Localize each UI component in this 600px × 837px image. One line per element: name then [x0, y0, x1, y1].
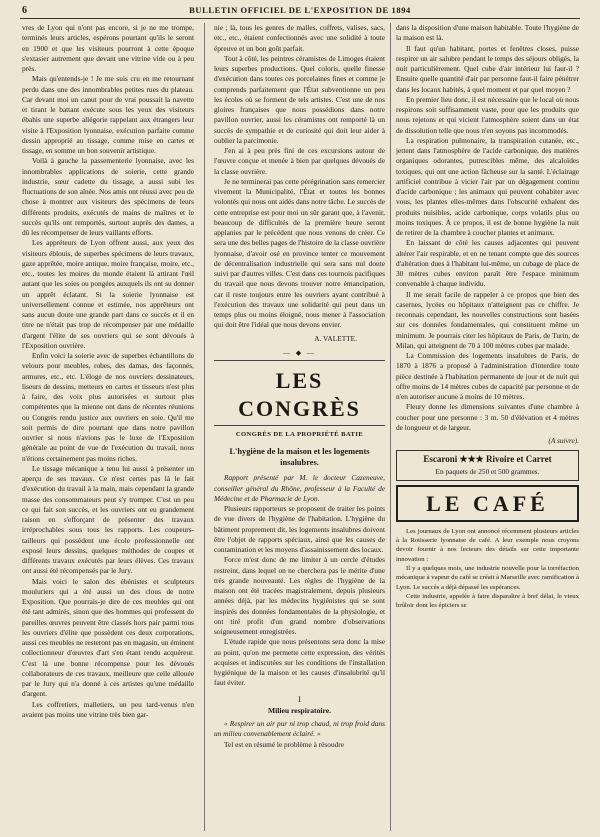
quote: « Respirer un air pur ni trop chaud, ni trop froid dans un milieu convenablement éclairé. » — [214, 719, 385, 739]
paragraph: J'en ai à peu près fini de ces excursions autour de l'œuvre conçue et menée à bien par quelques dévoués de la classe ouvrière. — [214, 146, 385, 176]
paragraph: dans la disposition d'une maison habitable. Toute l'hygiène de la maison est là. — [396, 23, 579, 43]
column-1 — [22, 23, 194, 835]
section-title: LES CONGRÈS — [238, 368, 361, 421]
page-number: 6 — [22, 5, 27, 16]
paragraph: nie ; là, tous les genres de malles, coffrets, valises, sacs, etc., etc., étaient confectionnés avec une solidité à toute épreuve et un bon goût parfait. — [214, 23, 385, 53]
article-title: L'hygiène de la maison et les logements insalubres. — [229, 447, 370, 468]
paragraph: Mais qu'entends-je ! Je me suis cru en me retournant perdu dans une des innombrables petites rues du plateau. Car devant moi un canut pour de vrai poussait la navette et tirant le battant exécute sous les yeux des visiteurs ébahis une superbe allégorie rappelant aux étrangers leur visite à l'Exposition lyonnaise, exécution parfaite comme dessin approprié au tissage, comme mise en cartes et tissage, en somme un bon souvenir artistique. — [22, 74, 194, 155]
paragraph: Il y a quelques mois, une industrie nouvelle pour la torréfaction mécanique à vapeur du café se créait à Marseille avec ramification à Lyon. Le succès a déjà dépassé les espérances. — [396, 564, 579, 591]
paragraph: Le tissage mécanique a tenu lui aussi à présenter un aperçu de ses travaux. Ce n'est certes pas là le fait d'exécution du travail à la main, mais cependant la grande masse des consommateurs peut s'y tromper. C'est un peu ce qui fait son succès, et les ouvriers ont eu grandement raison en s'efforçant de présenter des travaux irréprochables sous tous les rapports. Les coupeurs-tailleurs qui possèdent une école professionnelle ont exposé leurs dessins, quelques méthodes de coupes et différents travaux exécutés par leurs élèves. Ces travaux ont aussi été récompensés par le Jury. — [22, 463, 194, 576]
cafe-title: LE CAFÉ — [426, 490, 549, 516]
paragraph: En laissant de côté les causes adjacentes qui peuvent altérer l'air respirable, et en ne tenant compte que des sources d'altération dues à l'habitant lui-même, un cubage de place de 30 mètres cubes environ paraît être l'espace minimum convenable à chaque individu. — [396, 238, 579, 289]
section-rule — [214, 425, 385, 426]
paragraph: Il faut qu'un habitant, portes et fenêtres closes, puisse respirer un air salubre pendant le temps des séjours obligés, la nuit particulièrement. Quel cube d'air intérieur lui faut-il ? Ensuite quelle quantité d'air par personne faut-il faire pénétrer dans les locaux habités, à quel moment et par quel moyen ? — [396, 43, 579, 94]
paragraph: Enfin voici la soierie avec de superbes échantillons de velours pour meubles, robes, des damas, des façonnés, armures, etc., etc. L'éloge de nos ouvriers dessinateurs, liseurs de dessins, metteurs en cartes et tisseurs n'est plus à faire, des voix plus autorisées et surtout plus compétentes que la mienne ont dans de récentes réunions ou Congrès rendu justice aux ouvriers en soie. Qu'il me soit permis de dire pourtant que dans notre pavillon ouvrier si nous n'avions pas le luxe de l'Exposition générale au point de vue de l'exécution du travail, nous n'étions certainement pas moins riches. — [22, 351, 194, 463]
ornament-divider: — ◆ — — [283, 348, 316, 357]
advertisement — [396, 450, 579, 481]
subsection-title: Milieu respiratoire. — [268, 705, 331, 715]
column-separator — [390, 23, 391, 831]
running-title: BULLETIN OFFICIEL DE L'EXPOSITION DE 1894 — [189, 5, 411, 15]
column-3 — [396, 23, 579, 835]
paragraph: Les appréteurs de Lyon offrent aussi, aux yeux des visiteurs éblouis, de superbes spécimens de leurs travaux, gaze apprêtée, moire antique, moire française, moire, etc., etc., toutes les moires du monde étaient là attirant l'œil autant que les soies ou pongées auxquels ils ont su donner un apprêt éclatant. Si la soierie lyonnaise est universellement connue et estimée, nos apprêteurs ont sans aucun doute une grande part dans ce succès et il en titre ne n'était pas trop de récompenser par une médaille d'argent l'élite de ses ouvriers qui se sont dévoués à l'Exposition ouvrière. — [22, 238, 194, 350]
header-rule — [20, 18, 580, 19]
paragraph: Cette industrie, appelée à faire disparaître à bref délai, le vieux brûloir dont les épiciers se — [396, 592, 579, 610]
author-signature: A. VALETTE. — [314, 333, 357, 343]
paragraph: vres de Lyon qui n'ont pas encore, si je ne me trompe, terminés leurs articles, espérons pourtant qu'ils le seront en 1900 et que les visiteurs pourront à cette époque s'extasier autrement que devant une vitrine vide ou à peu près. — [22, 23, 194, 73]
subsection-number: I — [298, 694, 301, 704]
paragraph: Mais voici le salon des ébénistes et sculpteurs mouluriers qui a été aussi un des clous de notre Exposition. Que pourrais-je dire de ces meubles qui ont été tant admirés, sinon que des hommes qui professent de pareilles œuvres peuvent être classés hors pair parmi tous les ouvriers d'élite que possèdent ces deux corporations, aussi ces meubles ne resteront pas en magasin, un éminent collectionneur d'œuvres d'art s'en étant rendu acquéreur. C'est là une bonne récompense pour les dévoués collaborateurs de ces travaux, meilleure que celle allouée par le Jury qui n'a donné à ces artistes qu'une médaille d'argent. — [22, 576, 194, 699]
paragraph: Les coffretiers, malletiers, un peu tard-venus n'en avaient pas moins une vitrine très bien gar- — [22, 699, 194, 719]
paragraph: Je ne terminerai pas cette pérégrination sans remercier vivement la Municipalité, l'État et toutes les bonnes volontés qui nous ont aidés dans notre tâche. Le succès de cette entreprise est pour moi un sûr garant que, à l'avenir, beaucoup de difficultés de la première heure seront applanies par le précédent que nous venons de créer. Ce sera une des belles pages de l'histoire de la classe ouvrière lyonnaise, d'avoir osé en province tenter ce mouvement de décentralisation industrielle qui sera sans nul doute suivi par d'autres villes. C'est dans ces tournois pacifiques du travail que nous devons trouver notre émancipation, car il reste toujours entre les ouvriers ayant contribué à l'exécution des travaux une solidarité qui peut dans un temps plus ou moins éloigné, nous mener à l'association qui doit être l'idéal que nous devons envier. — [214, 176, 385, 330]
paragraph: Plusieurs rapporteurs se proposent de traiter les points de vue divers de l'hygiène de l'habitation. L'hygiène du bâtiment proprement dit, les logements insalubres doivent être l'objet de rapports spéciaux, ainsi que les causes de contamination et les moyens d'assainissement des locaux. — [214, 504, 385, 554]
ad-packaging: En paquets de 250 et 500 grammes. — [435, 466, 540, 476]
paragraph: La respiration pulmonaire, la transpiration cutanée, etc., jettent dans l'atmosphère de l'acide carbonique, des matières organiques odorantes, putrescibles même, des alcaloïdes toxiques, qui ont une action fâcheuse sur la santé. L'éclairage artificiel contribue à vicier l'air par un dégagement continu d'acide carbonique ; les animaux qui peuvent cohabiter avec vous, les plantes elles-mêmes dans l'obscurité exhalent des produits nuisibles, acide carbonique, corps volatils plus ou moins toxiques. À ce propos, il est de bonne hygiène la nuit de retirer de la chambre à coucher plantes et animaux. — [396, 135, 579, 237]
to-be-continued: (A suivre). — [548, 436, 579, 445]
paragraph: Force m'est donc de me limiter à un cercle d'études restreint, dans lequel on ne cherchera pas le mérite d'une très grande nouveauté. Les règles de l'hygiène de la maison ont été tracées magistralement, depuis plusieurs années déjà, par les médecins hygiénistes qui se sont inspirés des données fondamentales de la physiologie, et ont tiré profit d'un grand nombre d'observations soigneusement enregistrées. — [214, 555, 385, 636]
report-byline: Rapport présenté par M. le docteur Cazeneuve, conseiller général du Rhône, professeur à la Faculté de Médecine et de Pharmacie de Lyon. — [214, 473, 385, 503]
paragraph: Tout à côté, les peintres céramistes de Limoges étaient leurs superbes productions. Quel coloris, quelle finesse d'exécution dans toutes ces porcelaines fines et comme je comprends parfaitement que l'État subventionne un peu les écoles où se forment de tels artistes. C'est une de nos gloires françaises que nous possédions dans notre pavillon ouvrier, aussi les céramistes ont remporté là un succès de sympathie et de curiosité qui doit leur aider à oublier la parcimonie. — [214, 53, 385, 145]
paragraph: Fleury donne les dimensions suivantes d'une chambre à coucher pour une personne : 3 m. 50 d'élévation et 4 mètres de longueur et de largeur. — [396, 402, 579, 432]
paragraph: Les journaux de Lyon ont annoncé récemment plusieurs articles à la Rotisserie lyonnaise de café. A leur exemple nous croyons devoir fournir à nos lecteurs des détails sur cette importante innovation : — [396, 527, 579, 563]
paragraph: Tel est en résumé le problème à résoudre — [224, 739, 344, 749]
paragraph: En premier lieu donc, il est nécessaire que le local où nous respirons soit suffisamment vaste, pour que les produits que nous rejetons et qui vicient l'atmosphère soient dans un état de dissolution telle que nous n'en soyons pas incommodés. — [396, 94, 579, 135]
paragraph: Il me serait facile de rappeler à ce propos que bien des casernes, lycées ou hôpitaux n'atteignent pas ce chiffre. Je reconnais cependant, les nouvelles constructions sont basées sur ces données fondamentales, qui constituent même un minimum. Je pourrais citer les hôpitaux de Paris, de Turin, de Milan, qui atteignent de 70 à 100 mètres cubes par malade. — [396, 289, 579, 350]
section-rule — [214, 360, 385, 361]
paragraph: La Commission des logements insalubres de Paris, de 1870 à 1876 a proposé à l'administration d'interdire toute pièce destinée à l'habitation permanente de jour et de nuit qui offre moins de 14 mètres cubes de capacité par personne et de n'en autoriser aucune à moins de 10 mètres. — [396, 351, 579, 401]
column-2 — [214, 23, 385, 835]
cafe-title-box — [396, 485, 579, 522]
ad-brand: Escaroni ★★★ Rivoire et Carret — [423, 454, 552, 465]
column-separator — [204, 23, 205, 831]
congress-subtitle: CONGRÈS DE LA PROPRIÉTÉ BATIE — [235, 431, 364, 438]
paragraph: Voilà à gauche la passementerie lyonnaise, avec les innombrables applications de soierie, cette grande industrie, sœur cadette du tissage, a aussi subi les fluctuations de son aînée. Nos amis ont réussi avec peu de chose à montrer aux visiteurs des spécimens de leurs différents produits, exécutés de mains de maîtres et le succès qu'ils ont remportés, surtout auprès des dames, a dû les récompenser de leurs vaillants efforts. — [22, 156, 194, 237]
paragraph: L'étude rapide que nous présentons sera donc la mise au point, qu'on me permette cette expression, des vérités acquises et indiscutées sur les conditions de l'installation hygiénique de la maison et les causes d'insalubrité qu'il faut éviter. — [214, 637, 385, 688]
